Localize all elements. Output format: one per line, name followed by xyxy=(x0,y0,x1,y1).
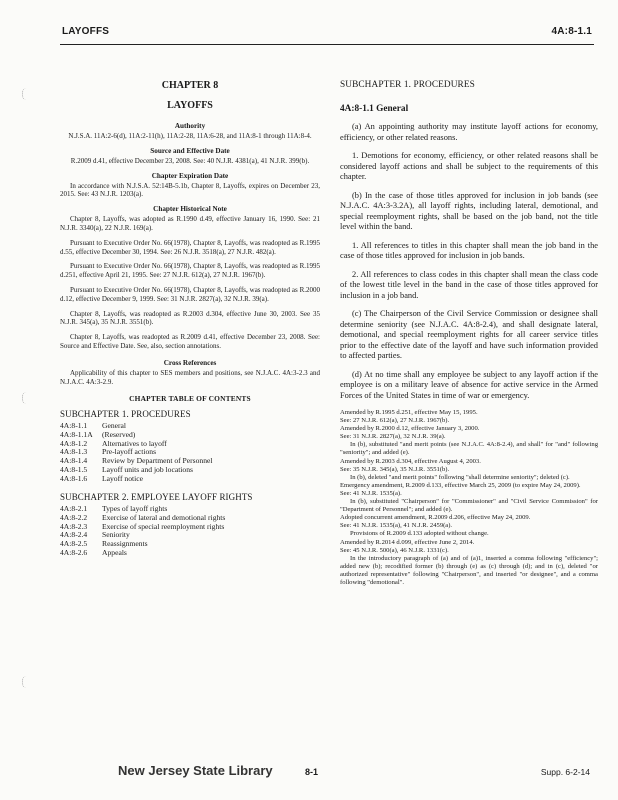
historical-note: Pursuant to Executive Order No. 66(1978), Chapter 8, Layoffs, was readopted as R.1995 d.251, effective April 21, 1995. See: 27 N.J.R. 612(a), 27 N.J.R. 1967(b). xyxy=(60,262,320,280)
history-line: See: 27 N.J.R. 612(a), 27 N.J.R. 1967(b). xyxy=(340,417,450,425)
toc-entry xyxy=(60,531,320,540)
toc-entry-number: 4A:8-2.3 xyxy=(60,521,88,531)
toc-entry xyxy=(60,549,320,558)
toc-entry-label: Layoff units and job locations xyxy=(102,464,193,474)
amendment-history xyxy=(340,409,598,587)
historical-note-heading: Chapter Historical Note xyxy=(153,205,227,214)
historical-note: Chapter 8, Layoffs, was readopted as R.2009 d.41, effective December 23, 2008. See: Source and Effective Date. See, also, section annotations. xyxy=(60,333,320,350)
history-line: See: 41 N.J.R. 1535(a). xyxy=(340,489,402,497)
toc-entry xyxy=(60,422,320,431)
toc-entry xyxy=(60,523,320,532)
history-line: Amended by R.2014 d.099, effective June 2, 2014. xyxy=(340,538,475,546)
rule-paragraph: 1. All references to titles in this chapter shall mean the job band in the case of those titles approved for inclusion in job bands. xyxy=(340,240,598,260)
toc-subchapter-1: SUBCHAPTER 1. PROCEDURES xyxy=(60,409,191,420)
rule-paragraph: (a) An appointing authority may institute layoff actions for economy, efficiency, or other related reasons. xyxy=(340,122,598,142)
toc-entry-label: General xyxy=(102,421,127,431)
cross-references-heading: Cross References xyxy=(163,358,217,367)
authority-text: N.J.S.A. 11A:2-6(d), 11A:2-11(h), 11A:2-28, 11A:6-28, and 11A:8-1 through 11A:8-4. xyxy=(68,132,312,140)
chapter-number: CHAPTER 8 xyxy=(161,80,219,91)
historical-note: Pursuant to Executive Order No. 66(1978), Chapter 8, Layoffs, was readopted as R.1995 d.55, effective December 30, 1994. See: 26 N.J.R. 3518(a), 27 N.J.R. 482(a). xyxy=(60,238,320,256)
history-line: Adopted concurrent amendment, R.2009 d.206, effective May 24, 2009. xyxy=(340,514,531,522)
toc-entry-label: Exercise of lateral and demotional rights xyxy=(102,512,226,522)
toc-entry-label: Layoff notice xyxy=(102,473,143,483)
page-number: 8-1 xyxy=(305,767,319,777)
toc-entry xyxy=(60,440,320,449)
toc-entry-label: (Reserved) xyxy=(102,430,136,440)
toc-entry-number: 4A:8-1.1A xyxy=(60,430,93,440)
historical-note: Chapter 8, Layoffs, was adopted as R.1990 d.49, effective January 16, 1990. See: 21 N.J.R. 3340(a), 22 N.J.R. 169(a). xyxy=(60,215,320,232)
source-text: R.2009 d.41, effective December 23, 2008. See: 40 N.J.R. 4381(a), 41 N.J.R. 399(b). xyxy=(70,156,310,165)
toc-entry-number: 4A:8-2.6 xyxy=(60,547,88,557)
toc-entry-number: 4A:8-1.2 xyxy=(60,438,88,448)
history-line: See: 35 N.J.R. 345(a), 35 N.J.R. 3551(b). xyxy=(340,465,450,473)
toc-title: CHAPTER TABLE OF CONTENTS xyxy=(129,394,251,404)
toc-entry-number: 4A:8-1.4 xyxy=(60,456,88,466)
toc-entry xyxy=(60,540,320,549)
historical-note: Pursuant to Executive Order No. 66(1978), Chapter 8, Layoffs, was readopted as R.2000 d.12, effective December 9, 1999. See: 31 N.J.R. 2827(a), 32 N.J.R. 39(a). xyxy=(60,285,320,303)
scan-mark xyxy=(22,392,31,404)
toc-entry-number: 4A:8-2.5 xyxy=(60,539,88,549)
section-heading: 4A:8-1.1 General xyxy=(340,104,409,114)
rule-paragraph: (b) In the case of those titles approved for inclusion in job bands (see N.J.A.C. 4A:3-3.2A), all layoff rights, including lateral, demotional, and special reemployment rights, shall be based on the job band, not the title level within the band. xyxy=(340,190,598,231)
source-heading: Source and Effective Date xyxy=(150,146,230,155)
historical-note: Chapter 8, Layoffs, was readopted as R.2003 d.304, effective June 30, 2003. See 35 N.J.R. 345(a), 35 N.J.R. 3551(b). xyxy=(60,309,320,327)
toc-entry-number: 4A:8-2.1 xyxy=(60,504,88,514)
running-head-title: LAYOFFS xyxy=(62,26,110,37)
history-line: In the introductory paragraph of (a) and of (a)1, inserted a comma following "efficiency"; added new (b); recodified former (b) through (e) as (c) through (d); and in (c), deleted "or authorized representative" following "Chairperson", and inserted "or designee", and a comma following "demotional". xyxy=(340,554,598,586)
expiration-text: In accordance with N.J.S.A. 52:14B-5.1b, Chapter 8, Layoffs, expires on December 23, 2015. See: 43 N.J.R. 1203(a). xyxy=(60,181,320,199)
toc-entry xyxy=(60,431,320,440)
rule-paragraph: 2. All references to class codes in this chapter shall mean the class code of the lowest title level in the band in the case of those titles approved for inclusion in a job band. xyxy=(340,269,598,300)
toc-entry-label: Seniority xyxy=(102,530,130,540)
toc-entry-number: 4A:8-1.3 xyxy=(60,447,88,457)
history-line: See: 41 N.J.R. 1535(a), 41 N.J.R. 2459(a). xyxy=(340,522,453,530)
history-line: See: 31 N.J.R. 2827(a), 32 N.J.R. 39(a). xyxy=(340,433,446,441)
toc-entry xyxy=(60,466,320,475)
header-rule xyxy=(60,44,594,45)
toc-entry-label: Pre-layoff actions xyxy=(102,447,157,457)
library-watermark: New Jersey State Library xyxy=(118,763,273,778)
subchapter-heading: SUBCHAPTER 1. PROCEDURES xyxy=(340,80,475,90)
toc-entry-number: 4A:8-1.6 xyxy=(60,473,88,483)
toc-entry-label: Review by Department of Personnel xyxy=(102,456,213,466)
left-column xyxy=(60,80,320,557)
history-line: In (b), substituted "and merit points (see N.J.A.C. 4A:8-2.4), and shall" for "and" following "seniority"; and added (e). xyxy=(340,441,598,457)
toc-entry-number: 4A:8-1.5 xyxy=(60,464,88,474)
toc-entry-number: 4A:8-2.4 xyxy=(60,530,88,540)
rule-paragraph: (c) The Chairperson of the Civil Service Commission or designee shall determine seniority (see N.J.A.C. 4A:8-2.4), and shall designate lateral, demotional, and special reemployment rights for all career service titles prior to the effective date of the layoff and have such information provided to affected parties. xyxy=(340,309,598,360)
history-line: In (b), deleted "and merit points" following "shall determine seniority"; deleted (c). xyxy=(350,473,570,481)
toc-entry-label: Types of layoff rights xyxy=(102,504,168,514)
rule-paragraph: (d) At no time shall any employee be subject to any layoff action if the employee is on a military leave of absence for active service in the Armed Forces of the United States in time of war or emergency. xyxy=(340,369,598,400)
history-line: Provisions of R.2009 d.133 adopted without change. xyxy=(350,530,489,538)
rule-paragraph: 1. Demotions for economy, efficiency, or other related reasons shall be considered layoff actions and shall be subject to the requirements of this chapter. xyxy=(340,151,598,181)
toc-entry-label: Exercise of special reemployment rights xyxy=(102,521,225,531)
chapter-title: LAYOFFS xyxy=(167,100,213,111)
toc-entry-number: 4A:8-2.2 xyxy=(60,512,88,522)
history-line: See: 45 N.J.R. 500(a), 46 N.J.R. 1331(c). xyxy=(340,546,449,554)
cross-references-text: Applicability of this chapter to SES members and positions, see N.J.A.C. 4A:3-2.3 and N.J.A.C. 4A:3-2.9. xyxy=(60,368,320,386)
scan-mark xyxy=(22,676,31,688)
running-head-section: 4A:8-1.1 xyxy=(551,26,592,37)
history-line: Amended by R.2003 d.304, effective August 4, 2003. xyxy=(340,457,481,465)
toc-list-2 xyxy=(60,505,320,557)
history-line: Emergency amendment, R.2009 d.133, effective March 25, 2009 (to expire May 24, 2009). xyxy=(340,481,581,489)
toc-entry-number: 4A:8-1.1 xyxy=(60,421,88,431)
toc-entry-label: Reassignments xyxy=(102,539,148,549)
toc-subchapter-2: SUBCHAPTER 2. EMPLOYEE LAYOFF RIGHTS xyxy=(60,492,253,503)
scan-mark xyxy=(22,88,31,100)
authority-heading: Authority xyxy=(174,122,206,130)
history-line: Amended by R.1995 d.251, effective May 15, 1995. xyxy=(340,409,478,416)
toc-entry-label: Appeals xyxy=(102,547,127,557)
history-line: In (b), substituted "Chairperson" for "Commissioner" and "Civil Service Commission" for "Department of Personnel"; and added (e). xyxy=(340,498,598,514)
supplement-date: Supp. 6-2-14 xyxy=(540,767,590,777)
history-line: Amended by R.2000 d.12, effective January 3, 2000. xyxy=(340,425,480,433)
toc-entry-label: Alternatives to layoff xyxy=(102,438,167,448)
toc-entry xyxy=(60,475,320,484)
expiration-heading: Chapter Expiration Date xyxy=(151,171,229,180)
right-column xyxy=(340,80,598,587)
toc-list-1 xyxy=(60,422,320,483)
